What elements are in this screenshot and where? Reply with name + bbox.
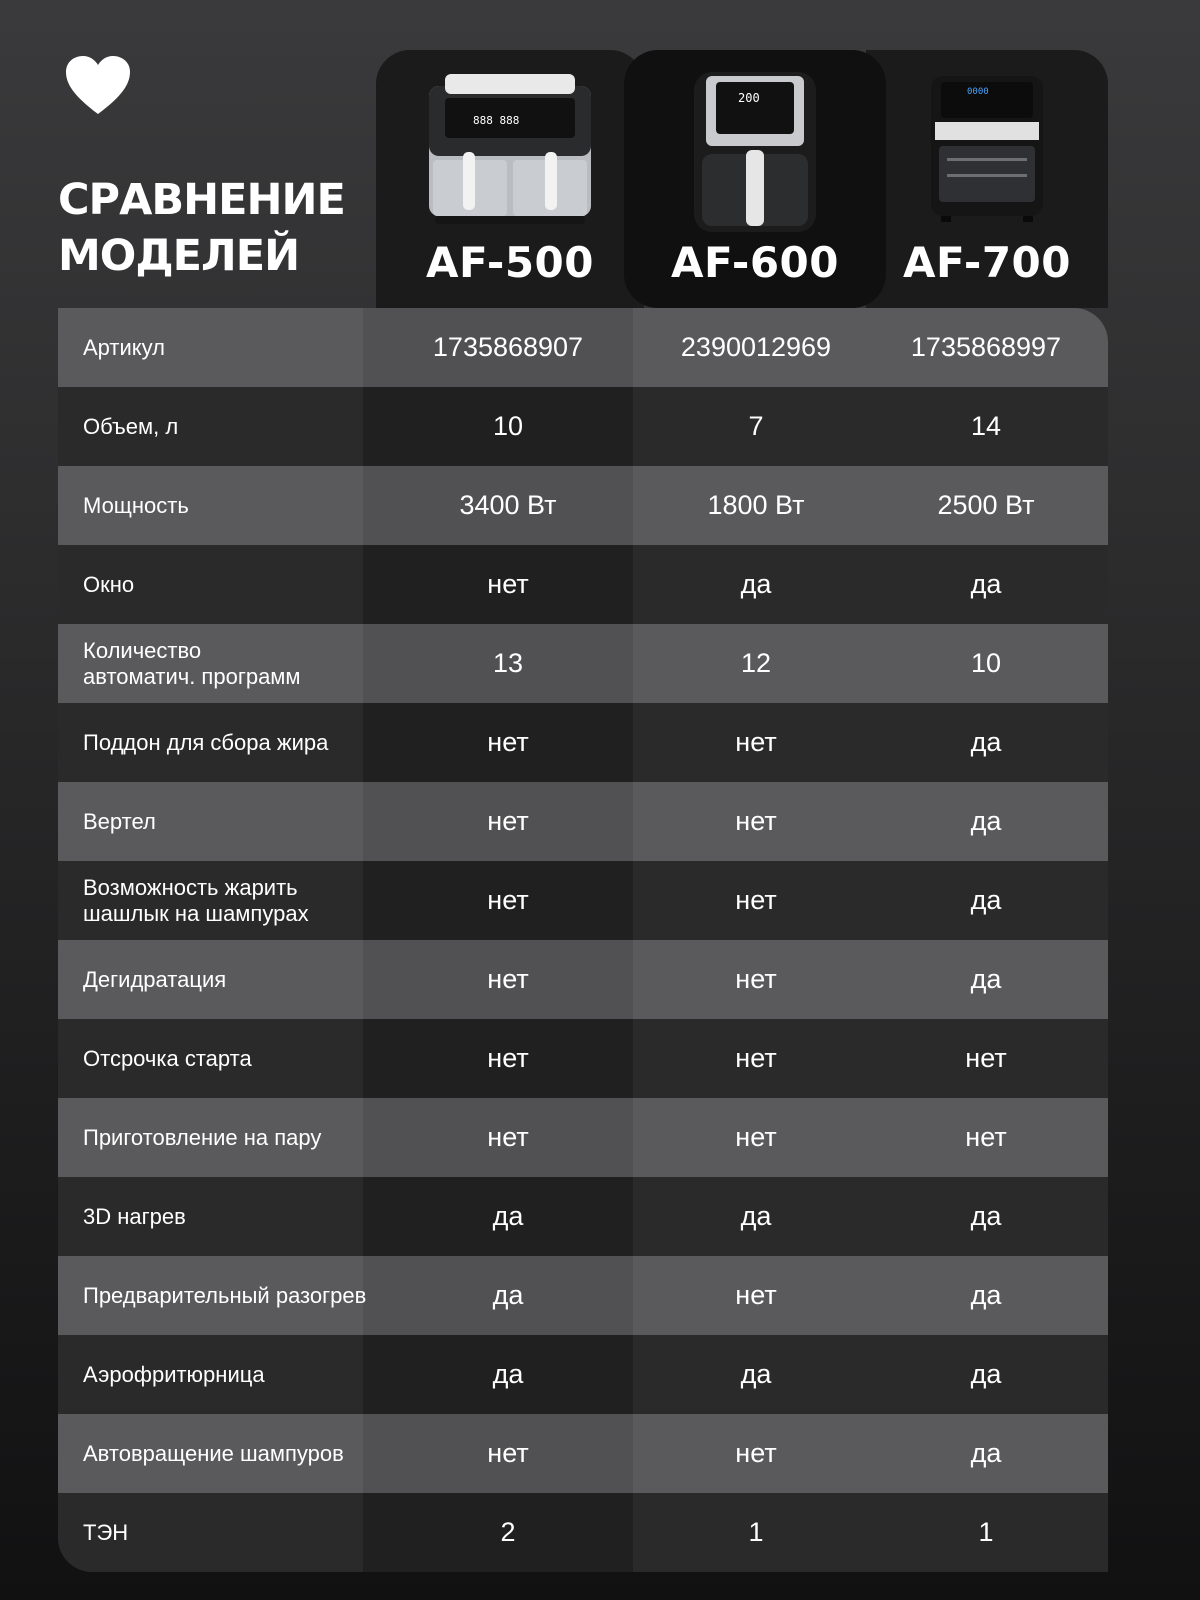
spec-value-af600: нет xyxy=(735,727,777,757)
spec-value-af600: 7 xyxy=(748,411,764,441)
spec-value-af700: 1735868997 xyxy=(910,332,1062,362)
model-name-af600: AF-600 xyxy=(670,238,839,287)
spec-value-af500: нет xyxy=(487,727,529,757)
spec-value-af700: да xyxy=(970,885,1002,915)
spec-label: Дегидратация xyxy=(83,966,227,992)
spec-value-af500: нет xyxy=(487,964,529,994)
spec-value-af700: 10 xyxy=(970,648,1002,678)
spec-row-heating-element xyxy=(58,1493,1108,1572)
spec-value-af600: нет xyxy=(735,1122,777,1152)
page-title-line1: СРАВНЕНИЕ xyxy=(58,175,345,225)
spec-value-af500: да xyxy=(492,1201,524,1231)
dual-basket-air-fryer-image xyxy=(415,66,605,226)
spec-label: Поддон для сбора жира xyxy=(83,729,329,755)
spec-value-af600: 1 xyxy=(748,1517,764,1547)
spec-value-af500: 10 xyxy=(492,411,524,441)
spec-label: 3D нагрев xyxy=(83,1203,186,1229)
spec-value-af600: 12 xyxy=(740,648,772,678)
model-card-af700 xyxy=(866,50,1108,308)
spec-value-af600: да xyxy=(740,1201,772,1231)
spec-value-af600: 1800 Вт xyxy=(707,490,805,520)
spec-value-af700: 1 xyxy=(978,1517,994,1547)
spec-value-af600: да xyxy=(740,1359,772,1389)
spec-row-air-fryer xyxy=(58,1335,1108,1414)
spec-value-af600: да xyxy=(740,569,772,599)
spec-label: Объем, л xyxy=(83,413,179,439)
spec-value-af600: нет xyxy=(735,806,777,836)
spec-row-steam xyxy=(58,1098,1108,1177)
spec-value-af700: да xyxy=(970,806,1002,836)
spec-label: Автовращение шампуров xyxy=(83,1440,344,1466)
spec-label: ТЭН xyxy=(83,1519,129,1545)
spec-row-auto-rotation xyxy=(58,1414,1108,1493)
spec-value-af500: нет xyxy=(487,1438,529,1468)
spec-row-3d-heating xyxy=(58,1177,1108,1256)
spec-value-af500: 1735868907 xyxy=(432,332,584,362)
spec-row-dehydration xyxy=(58,940,1108,1019)
spec-row-spit xyxy=(58,782,1108,861)
model-card-af600 xyxy=(624,50,886,308)
spec-value-af700: да xyxy=(970,1201,1002,1231)
spec-label: Аэрофритюрница xyxy=(83,1361,265,1387)
spec-value-af700: да xyxy=(970,1438,1002,1468)
spec-value-af500: нет xyxy=(487,1122,529,1152)
spec-value-af700: 2500 Вт xyxy=(937,490,1035,520)
spec-value-af500: да xyxy=(492,1359,524,1389)
spec-label: Количество автоматич. программ xyxy=(83,637,301,689)
spec-label: Отсрочка старта xyxy=(83,1045,252,1071)
spec-table xyxy=(58,308,1108,1572)
spec-value-af500: нет xyxy=(487,569,529,599)
spec-row-power xyxy=(58,466,1108,545)
spec-value-af500: нет xyxy=(487,806,529,836)
display-text: 0000 xyxy=(967,87,989,97)
spec-label: Вертел xyxy=(83,808,156,834)
page-title-line2: МОДЕЛЕЙ xyxy=(58,231,300,281)
spec-value-af500: 3400 Вт xyxy=(459,490,557,520)
spec-label: Артикул xyxy=(83,334,166,360)
spec-value-af700: нет xyxy=(965,1122,1007,1152)
spec-value-af600: нет xyxy=(735,885,777,915)
spec-value-af700: да xyxy=(970,964,1002,994)
spec-value-af700: да xyxy=(970,1280,1002,1310)
spec-row-preheat xyxy=(58,1256,1108,1335)
spec-value-af500: нет xyxy=(487,885,529,915)
spec-label: Окно xyxy=(83,571,135,597)
display-text: 888 888 xyxy=(473,114,520,127)
spec-row-volume xyxy=(58,387,1108,466)
spec-row-window xyxy=(58,545,1108,624)
spec-row-skewers xyxy=(58,861,1108,940)
spec-value-af700: да xyxy=(970,569,1002,599)
single-basket-air-fryer-image xyxy=(680,66,830,236)
display-text: 200 xyxy=(738,91,760,105)
spec-row-programs xyxy=(58,624,1108,703)
spec-value-af700: да xyxy=(970,727,1002,757)
spec-value-af600: нет xyxy=(735,964,777,994)
spec-label: Предварительный разогрев xyxy=(83,1282,367,1308)
spec-value-af500: да xyxy=(492,1280,524,1310)
spec-value-af600: нет xyxy=(735,1280,777,1310)
model-name-af700: AF-700 xyxy=(902,238,1071,287)
air-fryer-oven-image xyxy=(917,66,1057,226)
spec-value-af600: нет xyxy=(735,1438,777,1468)
spec-label: Приготовление на пару xyxy=(83,1124,322,1150)
spec-row-delay-start xyxy=(58,1019,1108,1098)
spec-value-af700: нет xyxy=(965,1043,1007,1073)
spec-value-af500: нет xyxy=(487,1043,529,1073)
spec-row-article xyxy=(58,308,1108,387)
spec-value-af700: 14 xyxy=(970,411,1002,441)
page-title xyxy=(58,172,345,284)
model-card-af500 xyxy=(376,50,644,308)
heart-icon xyxy=(66,56,130,116)
spec-value-af500: 2 xyxy=(500,1517,516,1547)
spec-value-af700: да xyxy=(970,1359,1002,1389)
spec-value-af600: 2390012969 xyxy=(680,332,832,362)
spec-label: Возможность жарить шашлык на шампурах xyxy=(83,874,309,926)
spec-value-af600: нет xyxy=(735,1043,777,1073)
spec-label: Мощность xyxy=(83,492,189,518)
model-name-af500: AF-500 xyxy=(425,238,594,287)
spec-row-grease-tray xyxy=(58,703,1108,782)
spec-value-af500: 13 xyxy=(492,648,524,678)
